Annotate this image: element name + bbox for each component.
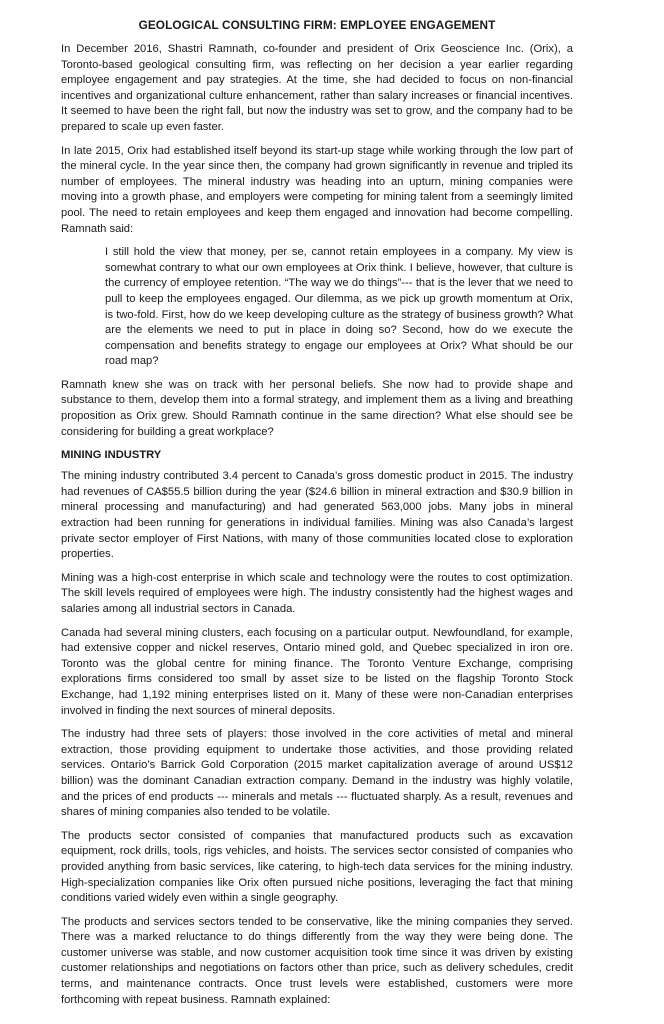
- paragraph-intro: In December 2016, Shastri Ramnath, co-founder and president of Orix Geoscience Inc. (Orix), a Toronto-based geological consulting firm, was reflecting on her decision a year earlier regarding employee engagement and pay strategies. At the time, she had decided to focus on non-financial incentives and organizational culture enhancement, rather than salary increases or financial incentives. It seemed to have been the right fall, but now the industry was set to grow, and the company had to be prepared to scale up even faster.: [61, 43, 573, 133]
- document-title: GEOLOGICAL CONSULTING FIRM: EMPLOYEE ENGAGEMENT: [138, 18, 496, 32]
- paragraph-gdp: The mining industry contributed 3.4 percent to Canada’s gross domestic product in 2015. The industry had revenues of CA$55.5 billion during the year ($24.6 billion in mineral extraction and $30.9 billion in mineral processing and manufacturing) and had generated 563,000 jobs. Many jobs in mineral extraction had been running for generations in individual families. Mining was also Canada’s largest private sector employer of First Nations, with many of those communities located close to exploration properties.: [61, 470, 573, 561]
- paragraph-conservative: The products and services sectors tended to be conservative, like the mining companies they served. There was a marked reluctance to do things differently from the way they were being done. The customer universe was stable, and now customer acquisition took time since it was driven by existing customer relationships and negotiations on factors other than price, such as delivery schedules, credit terms, and maintenance contracts. Once trust levels were established, customers were more forthcoming with repeat business. Ramnath explained:: [61, 915, 573, 1006]
- paragraph-products-sector: The products sector consisted of companies that manufactured products such as excavation equipment, rock drills, tools, rigs vehicles, and hoists. The services sector consisted of companies who provided anything from basic services, like catering, to high-tech data services for the mining industry. High-specialization companies like Orix often pursued niche positions, leveraging the fact that mining conditions varied widely even within a single geography.: [61, 829, 573, 905]
- document-page: [61, 18, 573, 1016]
- paragraph-late-2015: In late 2015, Orix had established itself beyond its start-up stage while working through the low part of the mineral cycle. In the year since then, the company had grown significantly in revenue and tripled its number of employees. The mineral industry was heading into an upturn, mining companies were moving into a growth phase, and employers were competing for mining talent from a seemingly limited pool. The need to retain employees and keep them engaged and innovation had become compelling. Ramnath said:: [61, 144, 573, 235]
- block-quote-ramnath: I still hold the view that money, per se, cannot retain employees in a company. My view is somewhat contrary to what our own employees at Orix think. I believe, however, that culture is the currency of employee retention. “The way we do things”--- that is the lever that we need to pull to keep the employees engaged. Our dilemma, as we pick up growth momentum at Orix, is two-fold. First, how do we keep developing culture as the strategy of business growth? What are the elements we need to put in place in doing so? Second, how do we execute the compensation and benefits strategy to engage our employees at Orix? What should be our road map?: [105, 246, 573, 368]
- paragraph-players: The industry had three sets of players: those involved in the core activities of metal and mineral extraction, those providing equipment to undertake those activities, and those providing related services. Ontario’s Barrick Gold Corporation (2015 market capitalization average of around US$12 billion) was the dominant Canadian extraction company. Demand in the industry was highly volatile, and the prices of end products --- minerals and metals --- fluctuated sharply. As a result, revenues and shares of mining companies also tended to be volatile.: [61, 728, 573, 819]
- paragraph-high-cost: Mining was a high-cost enterprise in which scale and technology were the routes to cost optimization. The skill levels required of employees were high. The industry consistently had the highest wages and salaries among all industrial sectors in Canada.: [61, 571, 573, 615]
- section-heading-mining-industry: MINING INDUSTRY: [61, 449, 162, 462]
- paragraph-personal-beliefs: Ramnath knew she was on track with her personal beliefs. She now had to provide shape and substance to them, develop them into a formal strategy, and implement them as a living and breathing proposition as Orix grew. Should Ramnath continue in the same direction? What else should see be considering for building a great workplace?: [61, 378, 573, 438]
- paragraph-clusters: Canada had several mining clusters, each focusing on a particular output. Newfoundland, for example, had extensive copper and nickel reserves, Ontario mined gold, and Quebec specialized in iron ore. Toronto was the global centre for mining finance. The Toronto Venture Exchange, comprising explorations firms considered too small by asset size to be listed on the flagship Toronto Stock Exchange, had 1,192 mining enterprises listed on it. Many of these were non-Canadian enterprises involved in finding the next sources of mineral deposits.: [61, 626, 573, 717]
